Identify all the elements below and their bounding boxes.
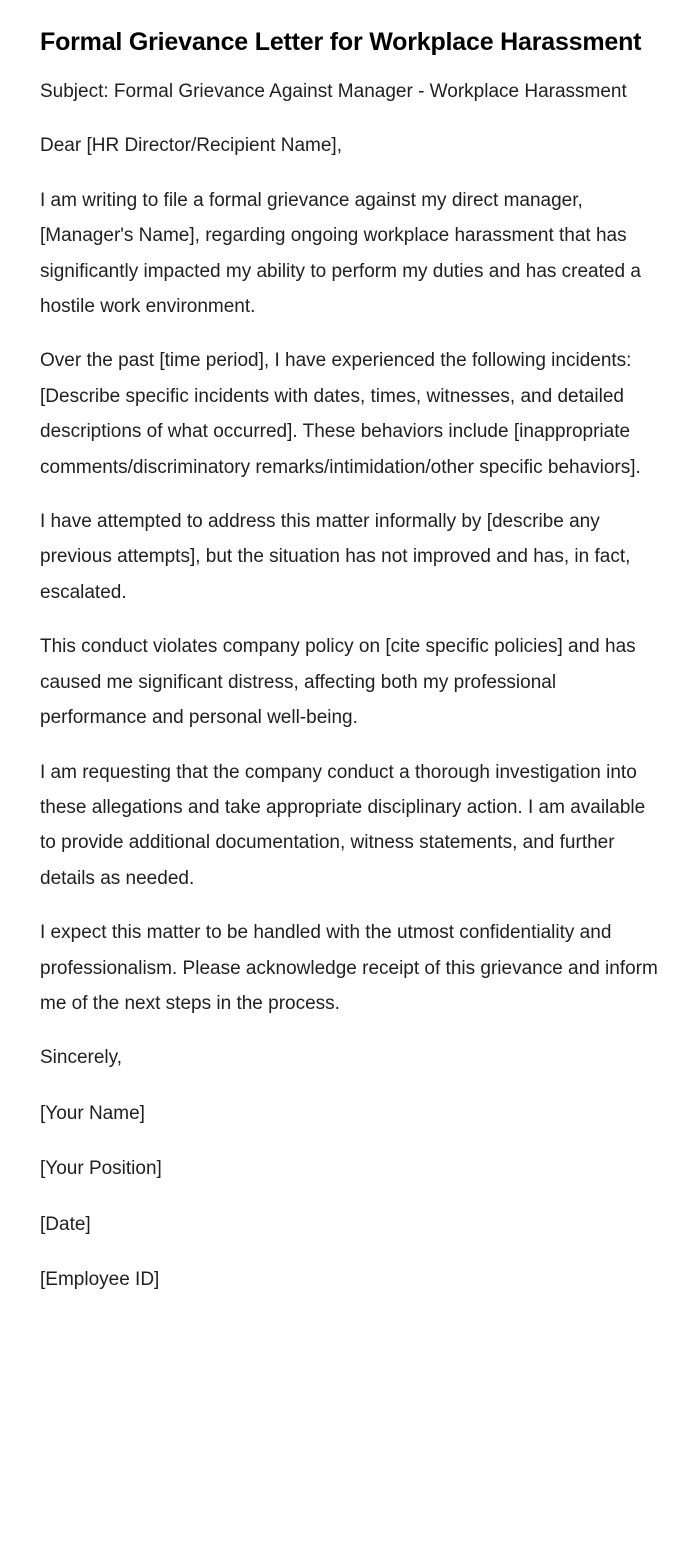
paragraph-intro: I am writing to file a formal grievance against my direct manager, [Manager's Name], regarding ongoing workplace harassment that has significantly impacted my ability to perform my duties and has created a hostile work environment. bbox=[40, 189, 641, 318]
signature-name: [Your Name] bbox=[40, 1102, 145, 1124]
paragraph-request: I am requesting that the company conduct a thorough investigation into these allegations and take appropriate disciplinary action. I am available to provide additional documentation, witness statements, and further details as needed. bbox=[40, 761, 646, 889]
paragraph-policy-violation: This conduct violates company policy on [cite specific policies] and has caused me significant distress, affecting both my professional performance and personal well-being. bbox=[40, 636, 636, 729]
letter-greeting: Dear [HR Director/Recipient Name], bbox=[40, 135, 342, 157]
letter-closing: Sincerely, bbox=[40, 1047, 123, 1069]
letter-subject: Subject: Formal Grievance Against Manager - Workplace Harassment bbox=[40, 81, 627, 102]
paragraph-confidentiality: I expect this matter to be handled with the utmost confidentiality and professionalism. Please acknowledge receipt of this grievance and inform me of the next steps in the process. bbox=[40, 922, 658, 1014]
signature-date: [Date] bbox=[40, 1213, 91, 1235]
signature-position: [Your Position] bbox=[40, 1158, 162, 1180]
signature-employee-id: [Employee ID] bbox=[40, 1268, 160, 1290]
paragraph-previous-attempts: I have attempted to address this matter informally by [describe any previous attempts], but the situation has not improved and has, in fact, escalated. bbox=[40, 511, 631, 603]
letter-title: Formal Grievance Letter for Workplace Harassment bbox=[40, 28, 642, 56]
paragraph-incidents: Over the past [time period], I have experienced the following incidents: [Describe specific incidents with dates, times, witnesses, and detailed descriptions of what occurred]. These behaviors include [inappropriate comments/discriminatory remarks/intimidation/other specific behaviors]. bbox=[40, 350, 641, 478]
